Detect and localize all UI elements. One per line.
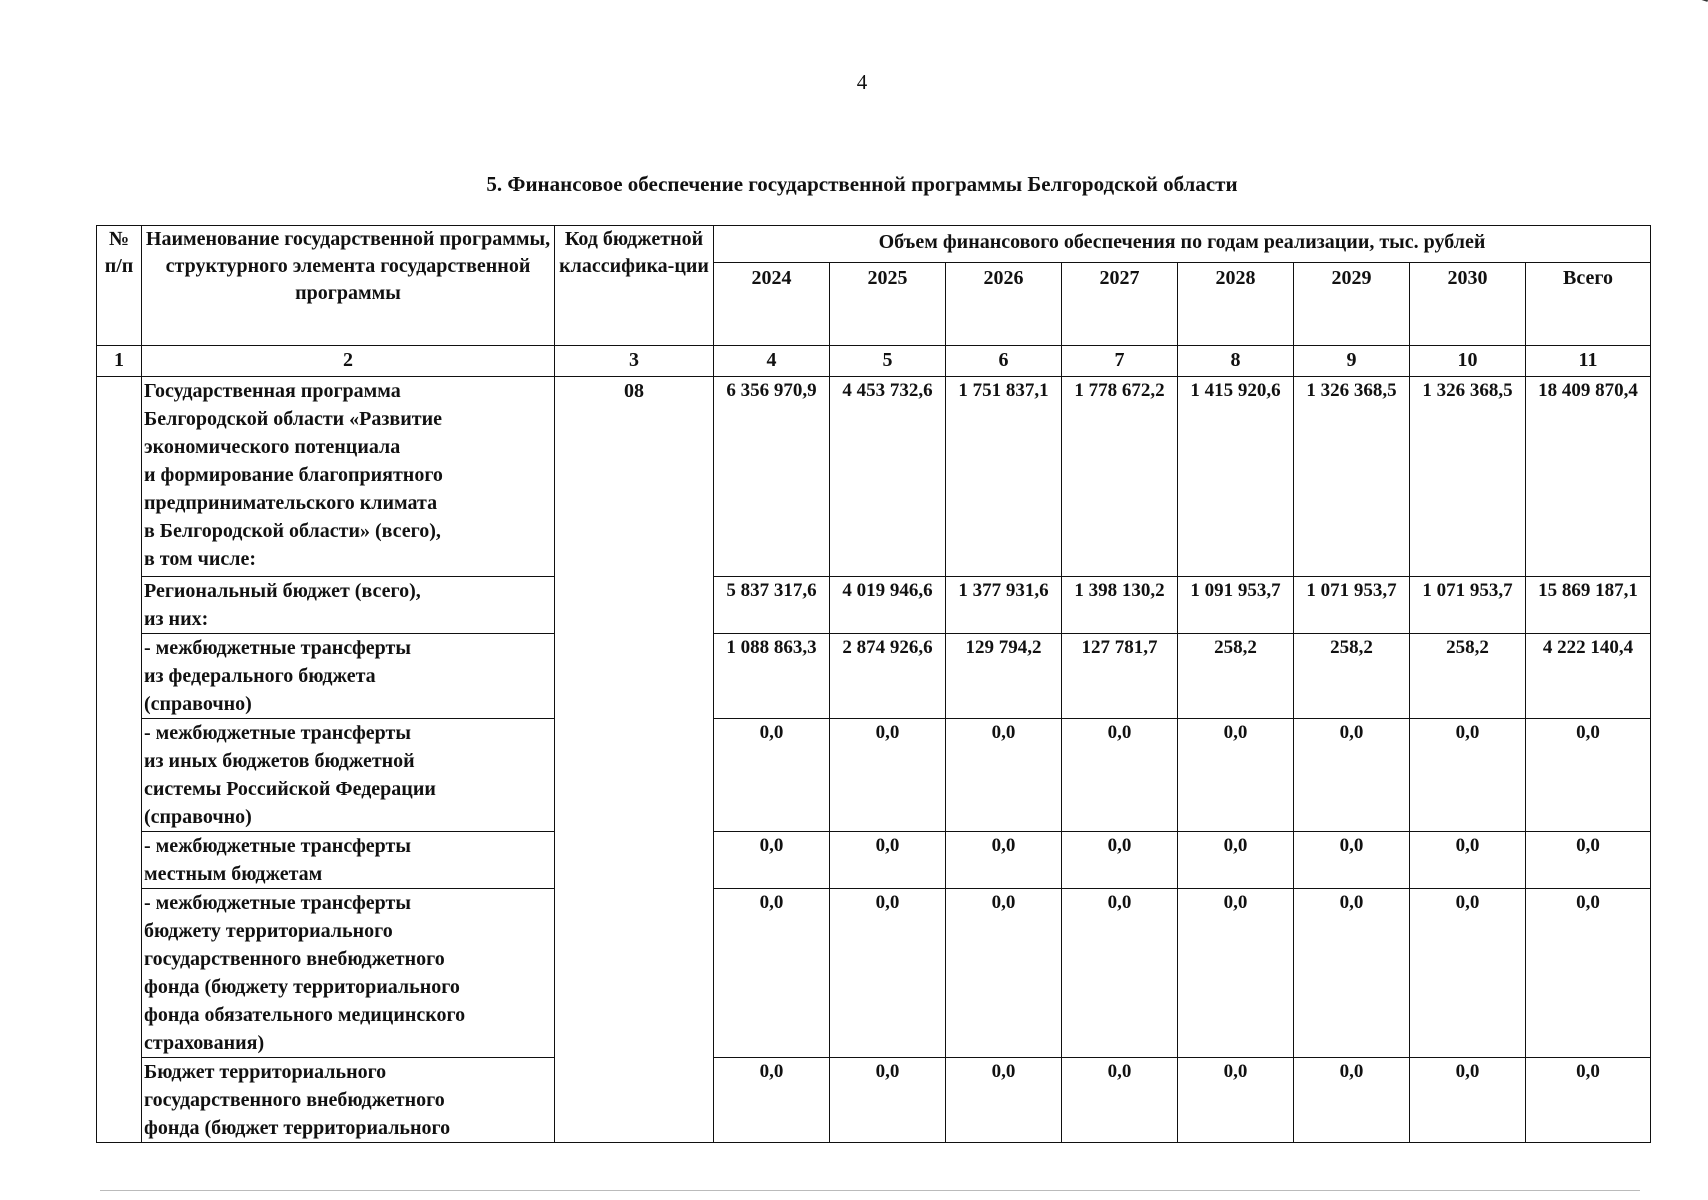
- value-cell: 1 778 672,2: [1062, 377, 1178, 577]
- value-cell: 0,0: [1294, 832, 1410, 889]
- row-name: Государственная программа Белгородской области «Развитие экономического потенциала и формирование благоприятного предпринимательского климата в Белгородской области» (всего), в том числе:: [142, 377, 555, 577]
- column-number: 1: [97, 346, 142, 377]
- value-cell: 1 377 931,6: [946, 577, 1062, 634]
- row-name: Бюджет территориального государственного внебюджетного фонда (бюджет территориального: [142, 1058, 555, 1143]
- value-cell: 1 088 863,3: [714, 634, 830, 719]
- value-cell: 1 415 920,6: [1178, 377, 1294, 577]
- value-cell: 0,0: [830, 1058, 946, 1143]
- header-code: Код бюджетной классифика-ции: [555, 226, 714, 346]
- value-cell: 2 874 926,6: [830, 634, 946, 719]
- value-cell: 258,2: [1294, 634, 1410, 719]
- value-cell: 0,0: [946, 1058, 1062, 1143]
- table-row: [97, 1058, 1651, 1143]
- column-number: 10: [1410, 346, 1526, 377]
- table-row: [97, 832, 1651, 889]
- value-cell: 0,0: [1526, 832, 1651, 889]
- column-number: 11: [1526, 346, 1651, 377]
- column-number: 3: [555, 346, 714, 377]
- value-cell: 0,0: [1062, 832, 1178, 889]
- table-row: [97, 577, 1651, 634]
- column-number: 6: [946, 346, 1062, 377]
- row-name: Региональный бюджет (всего), из них:: [142, 577, 555, 634]
- value-cell: 129 794,2: [946, 634, 1062, 719]
- column-numbers-row: [97, 346, 1651, 377]
- column-number: 2: [142, 346, 555, 377]
- value-cell: 0,0: [946, 832, 1062, 889]
- row-name: - межбюджетные трансферты местным бюджетам: [142, 832, 555, 889]
- value-cell: 0,0: [830, 719, 946, 832]
- value-cell: 1 071 953,7: [1410, 577, 1526, 634]
- value-cell: 0,0: [1178, 1058, 1294, 1143]
- value-cell: 15 869 187,1: [1526, 577, 1651, 634]
- column-number: 9: [1294, 346, 1410, 377]
- row-name: - межбюджетные трансферты бюджету территориального государственного внебюджетного фонда (бюджету территориального фонда обязательного медицинского страхования): [142, 889, 555, 1058]
- value-cell: 0,0: [1410, 832, 1526, 889]
- value-cell: 0,0: [1410, 889, 1526, 1058]
- value-cell: 0,0: [946, 719, 1062, 832]
- value-cell: 4 222 140,4: [1526, 634, 1651, 719]
- header-year: 2027: [1062, 263, 1178, 346]
- value-cell: 0,0: [714, 832, 830, 889]
- value-cell: 0,0: [946, 889, 1062, 1058]
- value-cell: 127 781,7: [1062, 634, 1178, 719]
- value-cell: 18 409 870,4: [1526, 377, 1651, 577]
- value-cell: 258,2: [1410, 634, 1526, 719]
- value-cell: 0,0: [1526, 889, 1651, 1058]
- row-name: - межбюджетные трансферты из федерального бюджета (справочно): [142, 634, 555, 719]
- value-cell: 0,0: [1062, 1058, 1178, 1143]
- budget-code: 08: [555, 377, 714, 1143]
- value-cell: 0,0: [1294, 719, 1410, 832]
- value-cell: 0,0: [830, 889, 946, 1058]
- page-number: 4: [856, 70, 868, 94]
- header-year: 2028: [1178, 263, 1294, 346]
- value-cell: 0,0: [1178, 719, 1294, 832]
- value-cell: 0,0: [1410, 1058, 1526, 1143]
- value-cell: 1 071 953,7: [1294, 577, 1410, 634]
- value-cell: 6 356 970,9: [714, 377, 830, 577]
- value-cell: 0,0: [714, 1058, 830, 1143]
- value-cell: 1 751 837,1: [946, 377, 1062, 577]
- header-year: Всего: [1526, 263, 1651, 346]
- table-row: [97, 889, 1651, 1058]
- value-cell: 0,0: [830, 832, 946, 889]
- value-cell: 0,0: [1410, 719, 1526, 832]
- header-year: 2026: [946, 263, 1062, 346]
- table-row: [97, 634, 1651, 719]
- value-cell: 0,0: [1062, 889, 1178, 1058]
- value-cell: 0,0: [1178, 889, 1294, 1058]
- header-volume: Объем финансового обеспечения по годам реализации, тыс. рублей: [714, 226, 1651, 263]
- header-num: № п/п: [97, 226, 142, 346]
- header-year: 2029: [1294, 263, 1410, 346]
- value-cell: 4 019 946,6: [830, 577, 946, 634]
- column-number: 4: [714, 346, 830, 377]
- scan-corner-mark: [1682, 0, 1708, 15]
- header-name: Наименование государственной программы, структурного элемента государственной программы: [142, 226, 555, 346]
- table-row: [97, 719, 1651, 832]
- column-number: 8: [1178, 346, 1294, 377]
- value-cell: 1 326 368,5: [1294, 377, 1410, 577]
- value-cell: 0,0: [1526, 719, 1651, 832]
- value-cell: 1 091 953,7: [1178, 577, 1294, 634]
- value-cell: 1 326 368,5: [1410, 377, 1526, 577]
- column-number: 5: [830, 346, 946, 377]
- row-name: - межбюджетные трансферты из иных бюджетов бюджетной системы Российской Федерации (справочно): [142, 719, 555, 832]
- value-cell: 5 837 317,6: [714, 577, 830, 634]
- value-cell: 0,0: [1062, 719, 1178, 832]
- value-cell: 258,2: [1178, 634, 1294, 719]
- value-cell: 4 453 732,6: [830, 377, 946, 577]
- value-cell: 0,0: [714, 719, 830, 832]
- page-bottom-rule: [100, 1190, 1640, 1191]
- header-year: 2030: [1410, 263, 1526, 346]
- value-cell: 0,0: [714, 889, 830, 1058]
- value-cell: 0,0: [1526, 1058, 1651, 1143]
- value-cell: 0,0: [1294, 1058, 1410, 1143]
- row-number-cell: [97, 377, 142, 1143]
- financing-table: [96, 225, 1651, 1143]
- value-cell: 0,0: [1294, 889, 1410, 1058]
- value-cell: 1 398 130,2: [1062, 577, 1178, 634]
- header-year: 2024: [714, 263, 830, 346]
- header-year: 2025: [830, 263, 946, 346]
- table-row: [97, 377, 1651, 577]
- page-title: 5. Финансовое обеспечение государственной программы Белгородской области: [486, 172, 1238, 196]
- value-cell: 0,0: [1178, 832, 1294, 889]
- column-number: 7: [1062, 346, 1178, 377]
